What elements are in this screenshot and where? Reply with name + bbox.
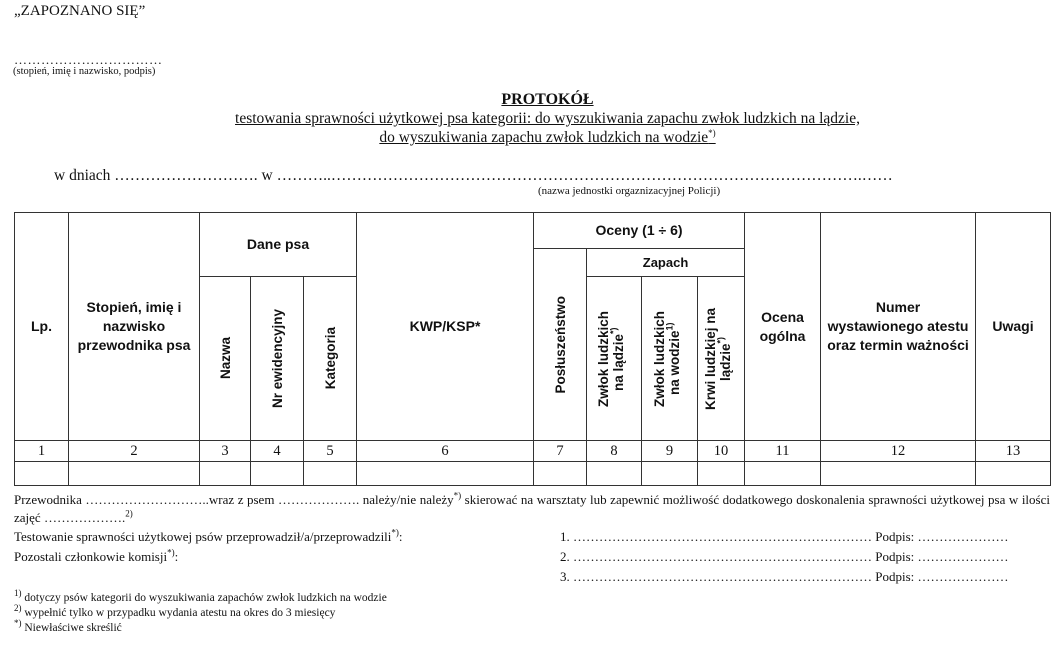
- colnum-4: 4: [251, 441, 304, 462]
- colnum-6: 6: [357, 441, 534, 462]
- header-handler: Stopień, imię i nazwisko przewodnika psa: [69, 213, 200, 441]
- colnum-13: 13: [976, 441, 1051, 462]
- header-category-cell: [304, 277, 357, 441]
- cell-overall[interactable]: [745, 462, 821, 486]
- colnum-12: 12: [821, 441, 976, 462]
- cell-reg-no[interactable]: [251, 462, 304, 486]
- cell-blood[interactable]: [698, 462, 745, 486]
- header-overall: Ocena ogólna: [745, 213, 821, 441]
- header-lp: Lp.: [15, 213, 69, 441]
- unit-caption: (nazwa jednostki orgaznizacyjnej Policji): [538, 185, 721, 197]
- header-reg-no: Nr ewidencyjny: [269, 308, 285, 409]
- header-notes: Uwagi: [976, 213, 1051, 441]
- colnum-3: 3: [200, 441, 251, 462]
- header-obedience: Posłuszeństwo: [552, 295, 568, 394]
- footnote-2: $^{2)}$ wypełnić tylko w przypadku wydania atestu na okres do 3 miesięcy: [14, 603, 336, 619]
- cell-handler[interactable]: [69, 462, 200, 486]
- colnum-8: 8: [587, 441, 642, 462]
- header-dog-data: Dane psa: [200, 213, 357, 277]
- header-certificate: Numer wystawionego atestu oraz termin ważności: [821, 213, 976, 441]
- colnum-1: 1: [15, 441, 69, 462]
- workshop-paragraph: Przewodnika ………………………..wraz z psem ………………. należy/nie należy*) skierować na warsztaty lub zapewnić możliwość dodatkowego doskonalenia sprawności użytkowej psa w ilości zajęć ……………….$^{2)}$: [14, 490, 1050, 525]
- cell-obedience[interactable]: [534, 462, 587, 486]
- cell-category[interactable]: [304, 462, 357, 486]
- colnum-10: 10: [698, 441, 745, 462]
- header-ratings: Oceny (1 ÷ 6): [534, 213, 745, 249]
- header-category: Kategoria: [322, 327, 338, 390]
- header-name: Nazwa: [217, 337, 233, 380]
- header-kwp: KWP/KSP*: [357, 213, 534, 441]
- header-land: Zwłok ludzkich na lądzie*): [596, 310, 627, 407]
- header-blood-cell: [698, 277, 745, 441]
- header-smell: Zapach: [587, 249, 745, 277]
- cell-water[interactable]: [642, 462, 698, 486]
- header-name-cell: [200, 277, 251, 441]
- header-water-cell: [642, 277, 698, 441]
- colnum-2: 2: [69, 441, 200, 462]
- footnote-3: *) Niewłaściwe skreślić: [14, 618, 122, 634]
- cell-notes[interactable]: [976, 462, 1051, 486]
- dates-and-unit-line: w dniach ………………………. w ………..………………………………………………………………………………………….……: [54, 167, 893, 184]
- signature-line-3: 3. …………………………………………………………… Podpis: …………………: [560, 569, 1009, 584]
- title-subline-2: do wyszukiwania zapachu zwłok ludzkich na wodzie*): [379, 127, 716, 146]
- protocol-table: [14, 212, 1051, 486]
- signature-line-2: 2. …………………………………………………………… Podpis: …………………: [560, 549, 1009, 564]
- header-obedience-cell: [534, 249, 587, 441]
- document-title: PROTOKÓŁ: [501, 91, 594, 108]
- signature-line-1: 1. …………………………………………………………… Podpis: …………………: [560, 529, 1009, 544]
- colnum-9: 9: [642, 441, 698, 462]
- cell-land[interactable]: [587, 462, 642, 486]
- footnote-mark: *): [708, 127, 716, 138]
- cell-lp[interactable]: [15, 462, 69, 486]
- commission-label: Pozostali członkowie komisji*):: [14, 547, 179, 564]
- header-land-cell: [587, 277, 642, 441]
- header-water: Zwłok ludzkich na wodzie$^{1)}$: [651, 310, 682, 407]
- header-reg-no-cell: [251, 277, 304, 441]
- title-subline-1: testowania sprawności użytkowej psa kategorii: do wyszukiwania zapachu zwłok ludzkich na lądzie,: [235, 110, 860, 127]
- cell-kwp[interactable]: [357, 462, 534, 486]
- testing-label: Testowanie sprawności użytkowej psów przeprowadził/a/przeprowadzili*):: [14, 527, 403, 544]
- column-number-row: [15, 441, 1051, 462]
- signature-dotted-line: ……………………………: [14, 52, 163, 67]
- signature-caption: (stopień, imię i nazwisko, podpis): [13, 66, 156, 77]
- colnum-5: 5: [304, 441, 357, 462]
- colnum-11: 11: [745, 441, 821, 462]
- cell-name[interactable]: [200, 462, 251, 486]
- footnote-1: $^{1)}$ dotyczy psów kategorii do wyszukiwania zapachów zwłok ludzkich na wodzie: [14, 588, 387, 604]
- table-row: [15, 462, 1051, 486]
- cell-certificate[interactable]: [821, 462, 976, 486]
- header-blood: Krwi ludzkiej na lądzie*): [703, 307, 734, 410]
- colnum-7: 7: [534, 441, 587, 462]
- approval-heading: „ZAPOZNANO SIĘ”: [14, 3, 146, 19]
